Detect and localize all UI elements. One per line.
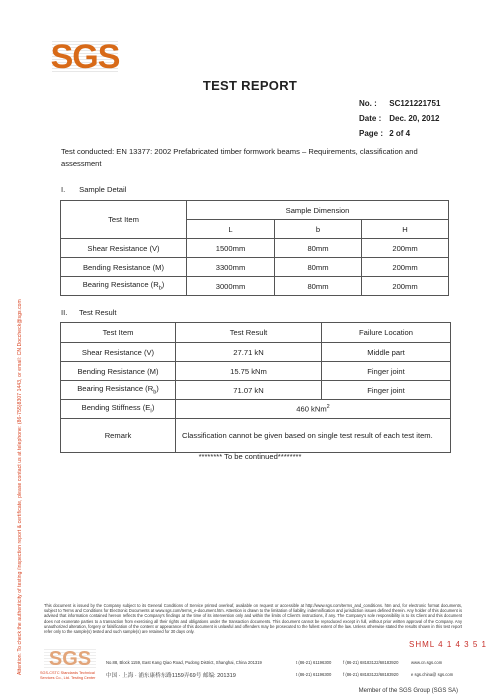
footer-sgs-logo [44,648,96,670]
stiffness-superscript: 2 [326,404,330,411]
sgs-logo-text: SGS [50,38,120,76]
table-cell-item: Bending Resistance (M) [61,362,176,381]
table-row [61,343,451,362]
meta-no-value: SC121221751 [389,99,441,108]
table-header-cell: Test Result [176,323,322,343]
table-cell: 3300mm [187,258,275,277]
sgs-logo [52,40,118,74]
report-title: TEST REPORT [202,78,298,93]
table-cell: 200mm [362,239,449,258]
item-subscript: I [150,408,152,415]
item-label-tail: ) [156,384,159,394]
table-cell: 3000mm [187,277,275,296]
table-cell: 200mm [362,258,449,277]
remark-text: Classification cannot be given based on single test result of each test item. [176,419,451,453]
table-row [61,400,451,419]
table-cell: 200mm [362,277,449,296]
table-cell-item [61,400,176,419]
item-label: Bearing Resistance (R [82,280,159,290]
footer-website: www.cn.sgs.com [411,660,443,665]
section-heading-test-result [61,308,117,317]
stiffness-value: 460 kNm [296,404,327,414]
table-row [61,239,449,258]
footer-member-line: Member of the SGS Group (SGS SA) [358,688,458,694]
table-header-cell: Sample Dimension [187,201,449,220]
test-result-table [60,322,451,453]
table-cell: 80mm [275,239,362,258]
table-cell: 1500mm [187,239,275,258]
footer-tel-en: t (86-21) 61196300 [296,660,332,665]
table-row [61,277,449,296]
table-cell: Finger joint [322,381,451,400]
meta-date [359,111,440,126]
footer-address-cn: 中国 · 上海 · 浦东康桥东路1159弄69号 邮编: 201319 [106,673,236,679]
table-header-cell: L [187,220,275,239]
test-conducted-text: Test conducted: EN 13377: 2002 Prefabricated timber formwork beams – Requirements, classification and assessment [61,147,418,168]
item-label-tail: ) [161,280,165,290]
document-serial: SHML 4 1 4 3 5 1 [409,640,487,649]
remark-label: Remark [61,419,176,453]
table-row [61,258,449,277]
section-title: Sample Detail [79,185,127,194]
table-cell-stiffness [176,400,451,419]
section-number: I. [61,185,66,194]
footer-company-name: SGS-CSTC Standards Technical Services Co., Ltd. Testing Center [40,671,96,680]
item-label: Bearing Resistance (R [77,384,154,394]
table-cell: Middle part [322,343,451,362]
footer-address-en: No.88, Block 1159, East Kang Qiao Road, Pudong District, Shanghai, China 201319 [106,660,262,665]
table-header-cell: H [362,220,449,239]
table-cell: 80mm [275,277,362,296]
meta-date-value: Dec. 20, 2012 [389,114,440,123]
table-header-cell: Failure Location [322,323,451,343]
table-cell-item [61,381,176,400]
table-row [61,381,451,400]
meta-page-label: Page : [359,129,384,138]
table-header-cell: Test Item [61,201,187,239]
table-cell: Finger joint [322,362,451,381]
sample-detail-table [60,200,449,296]
meta-no-label: No. : [359,99,377,108]
table-header-cell: Test Item [61,323,176,343]
item-label: Bending Stiffness (E [81,403,151,413]
section-number: II. [61,308,68,317]
report-meta [359,96,440,141]
table-cell-item [61,277,187,296]
item-label-tail: ) [151,403,155,413]
footer-email: e sgs.china@ sgs.com [411,672,454,677]
table-cell: 27.71 kN [176,343,322,362]
table-cell-item: Shear Resistance (V) [61,343,176,362]
item-subscript: b [153,389,157,396]
footer-fax-cn: f (86-21) 68183122/68183920 [343,672,399,677]
table-row-remark [61,419,451,453]
table-cell: 15.75 kNm [176,362,322,381]
footer-logo-text: SGS [48,648,92,670]
table-row [61,362,451,381]
table-cell-item: Bending Resistance (M) [61,258,187,277]
footer-fax-en: f (86-21) 68183122/68183920 [343,660,399,665]
meta-page-value: 2 of 4 [389,129,411,138]
table-cell: 80mm [275,258,362,277]
authenticity-notice: Attention: To check the authenticity of testing /inspection report & certificate, please contact us at telephone: (86-755)8307 1443, or email: CN.Doccheck@sgs.com [17,299,23,675]
footer-tel-cn: t (86-21) 61196300 [296,672,332,677]
item-subscript: b [158,285,162,292]
table-cell-item: Shear Resistance (V) [61,239,187,258]
legal-disclaimer: This document is issued by the Company subject to its General Conditions of Service printed overleaf, available on request or accessible at http://www.sgs.com/terms_and_conditions. htm and, for electronic format documents, subject to Terms and Conditions for Electronic Documents at www.sgs.com/terms_e-document.htm. Attention is drawn to the limitation of liability, indemnification and jurisdiction issues defined therein. Any holder of this document is advised that information contained hereon reflects the Company's findings at the time of its intervention only and within the limits of Client's instructions, if any. The Company's sole responsibility is to its Client and this document does not exonerate parties to a transaction from exercising all their rights and obligations under the transaction documents. This document cannot be reproduced except in full, without prior written approval of the Company. Any unauthorized alteration, forgery or falsification of the content or appearance of this document is unlawful and offenders may be prosecuted to the fullest extent of the law. Unless otherwise stated the results shown in this test report refer only to the sample(s) tested and such sample(s) are retained for 30 days only. [44,603,462,635]
meta-page [359,126,440,141]
section-title: Test Result [78,308,117,317]
table-cell: 71.07 kN [176,381,322,400]
table-header-cell: b [275,220,362,239]
meta-date-label: Date : [359,114,382,123]
section-heading-sample-detail [61,185,126,194]
to-be-continued: ******** To be continued******** [198,452,302,461]
meta-report-number [359,96,440,111]
